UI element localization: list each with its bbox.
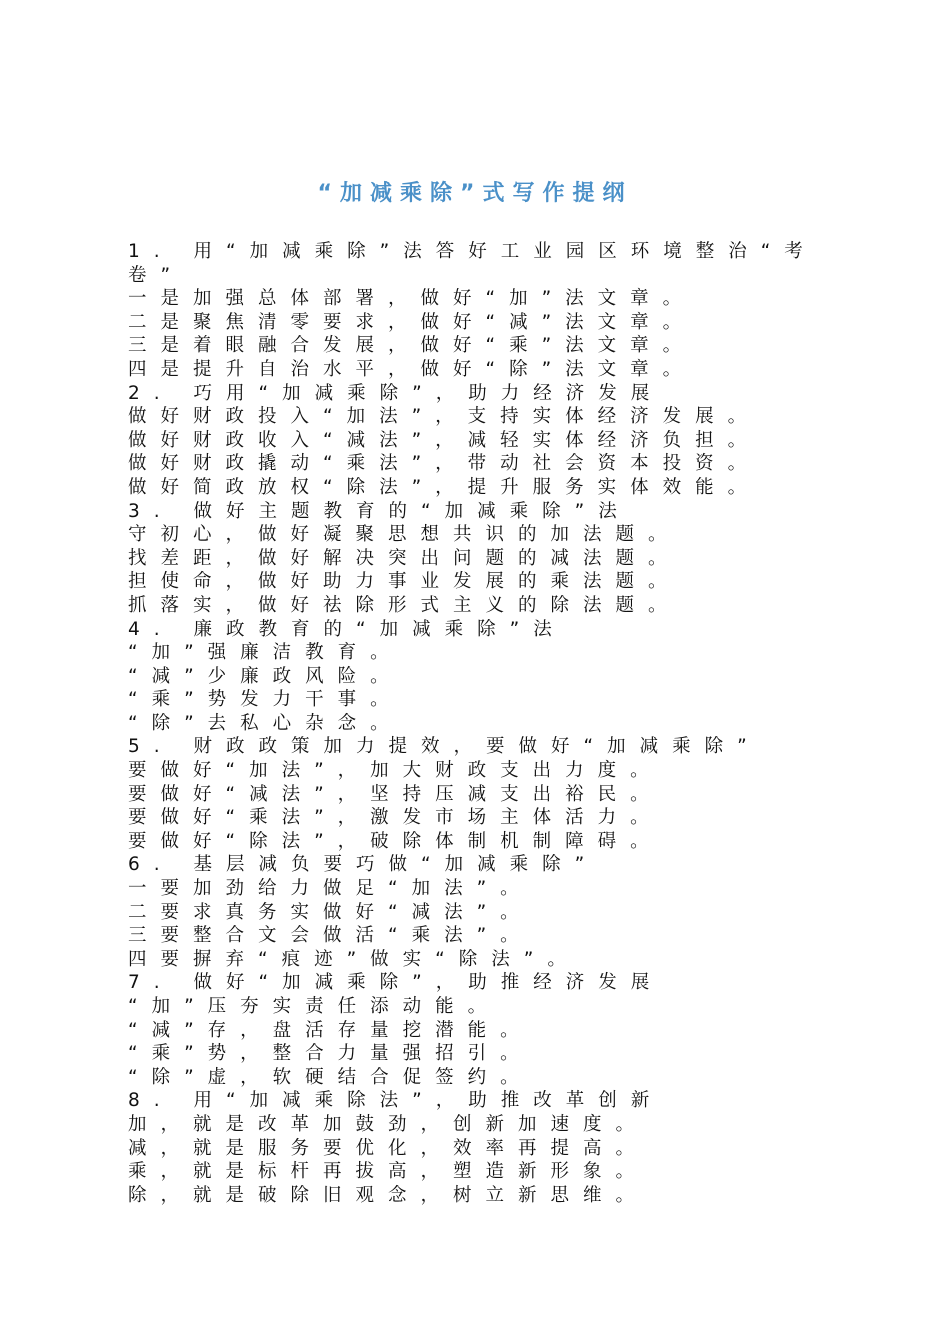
outline-line: 做好财政投入“加法”，支持实体经济发展。 <box>128 406 761 428</box>
document-title: “加减乘除”式写作提纲 <box>317 181 633 206</box>
outline-line: 要做好“乘法”，激发市场主体活力。 <box>128 807 663 829</box>
outline-line: 守初心，做好凝聚思想共识的加法题。 <box>128 524 681 546</box>
outline-line: “减”存，盘活存量挖潜能。 <box>128 1019 533 1041</box>
outline-line: 要做好“除法”，破除体制机制障碍。 <box>128 830 663 852</box>
outline-line: “乘”势发力干事。 <box>128 689 403 711</box>
outline-line: 做好财政收入“减法”，减轻实体经济负担。 <box>128 429 761 451</box>
outline-line: 除，就是破除旧观念，树立新思维。 <box>128 1184 649 1206</box>
outline-body <box>128 240 828 1207</box>
section-heading-8: 8. 用“加减乘除法”，助推改革创新 <box>128 1090 664 1112</box>
section-heading-7: 7. 做好“加减乘除”，助推经济发展 <box>128 972 664 994</box>
outline-line: 四要摒弃“痕迹”做实“除法”。 <box>128 948 580 970</box>
outline-line: 二是聚焦清零要求，做好“减”法文章。 <box>128 311 696 333</box>
outline-line: 担使命，做好助力事业发展的乘法题。 <box>128 571 681 593</box>
section-heading-2: 2. 巧用“加减乘除”，助力经济发展 <box>128 382 664 404</box>
outline-line: 要做好“加法”，加大财政支出力度。 <box>128 760 663 782</box>
section-heading-5: 5. 财政政策加力提效，要做好“加减乘除” <box>128 736 761 758</box>
outline-line: 四是提升自治水平，做好“除”法文章。 <box>128 358 696 380</box>
outline-line: 要做好“减法”，坚持压减支出裕民。 <box>128 783 663 805</box>
outline-line: 做好财政撬动“乘法”，带动社会资本投资。 <box>128 453 761 475</box>
outline-line: 二要求真务实做好“减法”。 <box>128 901 533 923</box>
outline-line: 找差距，做好解决突出问题的减法题。 <box>128 547 681 569</box>
outline-line: 加，就是改革加鼓劲，创新加速度。 <box>128 1113 649 1135</box>
outline-line: “加”强廉洁教育。 <box>128 642 403 664</box>
outline-line: 抓落实，做好祛除形式主义的除法题。 <box>128 594 681 616</box>
section-heading-1: 1. 用“加减乘除”法答好工业园区环境整治“考卷” <box>128 241 817 286</box>
outline-line: 一要加劲给力做足“加法”。 <box>128 878 533 900</box>
outline-line: 三要整合文会做活“乘法”。 <box>128 925 533 947</box>
outline-line: 减，就是服务要优化，效率再提高。 <box>128 1137 649 1159</box>
outline-line: “除”去私心杂念。 <box>128 712 403 734</box>
outline-line: “减”少廉政风险。 <box>128 665 403 687</box>
outline-line: “加”压夯实责任添动能。 <box>128 996 501 1017</box>
outline-line: “乘”势，整合力量强招引。 <box>128 1043 533 1065</box>
outline-line: 三是着眼融合发展，做好“乘”法文章。 <box>128 335 696 357</box>
section-heading-6: 6. 基层减负要巧做“加减乘除” <box>128 854 599 876</box>
outline-line: 一是加强总体部署，做好“加”法文章。 <box>128 288 696 310</box>
outline-line: 做好简政放权“除法”，提升服务实体效能。 <box>128 476 761 498</box>
outline-line: 乘，就是标杆再拔高，塑造新形象。 <box>128 1161 649 1183</box>
outline-line: “除”虚，软硬结合促签约。 <box>128 1066 533 1088</box>
section-heading-4: 4. 廉政教育的“加减乘除”法 <box>128 618 566 640</box>
section-heading-3: 3. 做好主题教育的“加减乘除”法 <box>128 500 631 522</box>
